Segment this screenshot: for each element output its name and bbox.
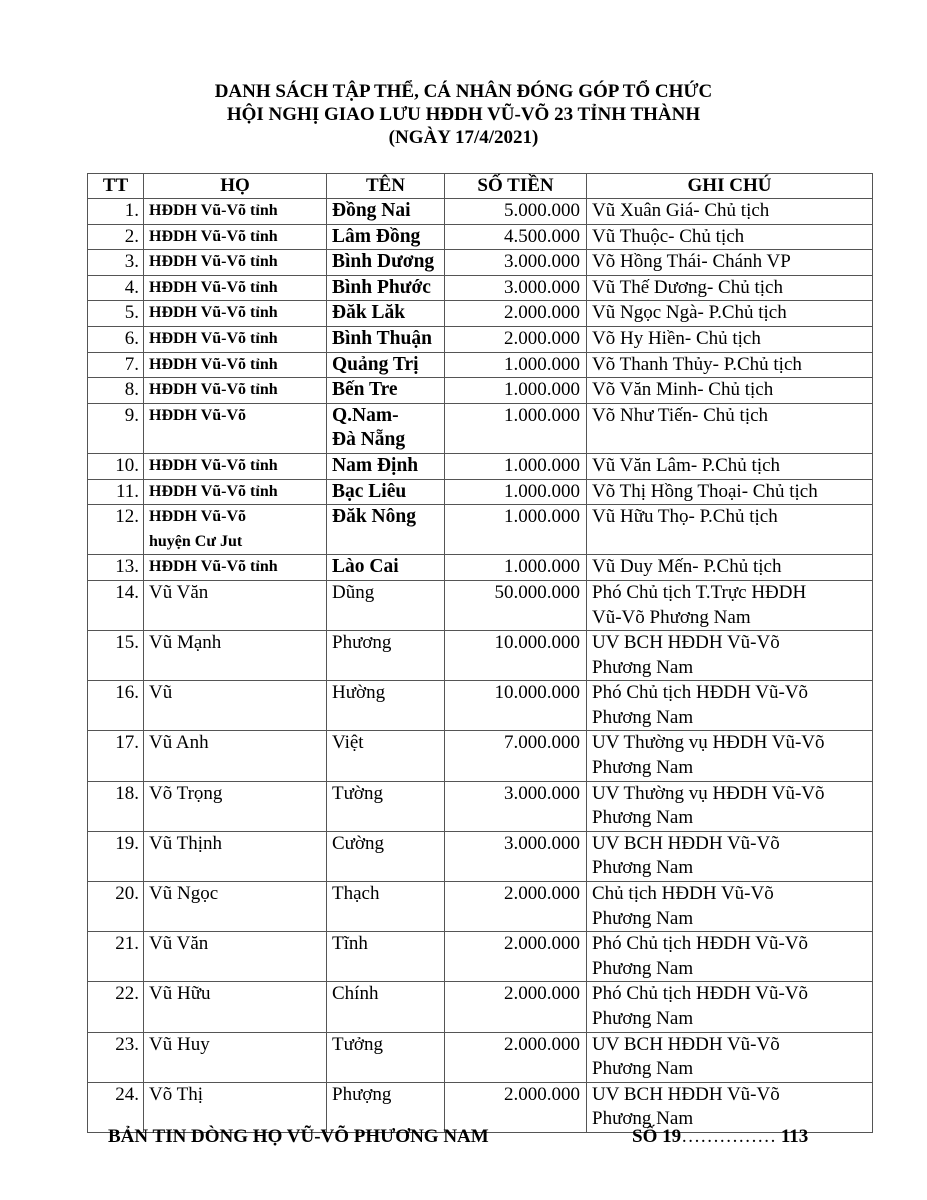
row-ten: Đăk Nông bbox=[327, 505, 445, 555]
row-ten: Bạc Liêu bbox=[327, 479, 445, 505]
table-row bbox=[88, 681, 873, 731]
row-number: 3. bbox=[88, 250, 144, 276]
row-ghi-chu: Võ Như Tiến- Chủ tịch bbox=[587, 403, 873, 453]
row-number: 8. bbox=[88, 378, 144, 404]
row-ho: Võ Trọng bbox=[144, 781, 327, 831]
table-row bbox=[88, 831, 873, 881]
row-ho: Vũ Huy bbox=[144, 1032, 327, 1082]
row-ten: Thạch bbox=[327, 882, 445, 932]
row-ten: Lào Cai bbox=[327, 555, 445, 581]
header-so-tien: SỐ TIỀN bbox=[445, 174, 587, 199]
row-ghi-chu: Võ Thị Hồng Thoại- Chủ tịch bbox=[587, 479, 873, 505]
row-ten: Bình Dương bbox=[327, 250, 445, 276]
leader-dots: …………… bbox=[681, 1126, 777, 1147]
table-row bbox=[88, 301, 873, 327]
row-ghi-chu: UV BCH HĐDH Vũ-Võ Phương Nam bbox=[587, 1032, 873, 1082]
row-so-tien: 10.000.000 bbox=[445, 681, 587, 731]
row-ghi-chu: UV BCH HĐDH Vũ-Võ Phương Nam bbox=[587, 831, 873, 881]
row-ghi-chu: Phó Chủ tịch HĐDH Vũ-Võ Phương Nam bbox=[587, 982, 873, 1032]
row-ghi-chu: Phó Chủ tịch T.Trực HĐDH Vũ-Võ Phương Nam bbox=[587, 580, 873, 630]
row-ten: Tưởng bbox=[327, 1032, 445, 1082]
issue-page-info bbox=[632, 1126, 808, 1148]
table-row bbox=[88, 199, 873, 225]
row-ghi-chu: Phó Chủ tịch HĐDH Vũ-Võ Phương Nam bbox=[587, 932, 873, 982]
row-so-tien: 4.500.000 bbox=[445, 224, 587, 250]
row-ten: Tường bbox=[327, 781, 445, 831]
page-number: 113 bbox=[780, 1126, 809, 1147]
table-row bbox=[88, 505, 873, 555]
row-so-tien: 3.000.000 bbox=[445, 275, 587, 301]
row-ho: HĐDH Vũ-Võ tỉnh bbox=[144, 250, 327, 276]
table-row bbox=[88, 275, 873, 301]
document-title-line-1: DANH SÁCH TẬP THỂ, CÁ NHÂN ĐÓNG GÓP TỔ CHỨC bbox=[214, 81, 713, 102]
table-row bbox=[88, 1032, 873, 1082]
table-row bbox=[88, 1082, 873, 1132]
row-ho: Vũ Anh bbox=[144, 731, 327, 781]
table-row bbox=[88, 781, 873, 831]
row-ten: Hường bbox=[327, 681, 445, 731]
row-ho: Vũ Ngọc bbox=[144, 882, 327, 932]
row-ghi-chu: UV BCH HĐDH Vũ-Võ Phương Nam bbox=[587, 1082, 873, 1132]
row-number: 24. bbox=[88, 1082, 144, 1132]
row-number: 23. bbox=[88, 1032, 144, 1082]
row-ten: Bình Thuận bbox=[327, 326, 445, 352]
row-ghi-chu: Vũ Hữu Thọ- P.Chủ tịch bbox=[587, 505, 873, 555]
row-ho: Vũ Văn bbox=[144, 932, 327, 982]
row-ghi-chu: Võ Văn Minh- Chủ tịch bbox=[587, 378, 873, 404]
row-so-tien: 1.000.000 bbox=[445, 378, 587, 404]
row-ho: Vũ Hữu bbox=[144, 982, 327, 1032]
row-so-tien: 2.000.000 bbox=[445, 1082, 587, 1132]
row-so-tien: 5.000.000 bbox=[445, 199, 587, 225]
row-ghi-chu: UV Thường vụ HĐDH Vũ-Võ Phương Nam bbox=[587, 731, 873, 781]
table-row bbox=[88, 453, 873, 479]
row-ho: HĐDH Vũ-Võ tỉnh bbox=[144, 479, 327, 505]
row-so-tien: 10.000.000 bbox=[445, 631, 587, 681]
row-number: 2. bbox=[88, 224, 144, 250]
row-number: 18. bbox=[88, 781, 144, 831]
issue-number: SỐ 19 bbox=[632, 1126, 682, 1147]
row-number: 15. bbox=[88, 631, 144, 681]
table-row bbox=[88, 580, 873, 630]
row-so-tien: 1.000.000 bbox=[445, 505, 587, 555]
row-ghi-chu: Vũ Duy Mến- P.Chủ tịch bbox=[587, 555, 873, 581]
row-ho: HĐDH Vũ-Võ tỉnh bbox=[144, 352, 327, 378]
row-so-tien: 1.000.000 bbox=[445, 352, 587, 378]
document-title-date: (NGÀY 17/4/2021) bbox=[388, 127, 539, 148]
row-so-tien: 2.000.000 bbox=[445, 301, 587, 327]
row-ho: HĐDH Vũ-Võ tỉnh bbox=[144, 326, 327, 352]
row-number: 20. bbox=[88, 882, 144, 932]
bulletin-name: BẢN TIN DÒNG HỌ VŨ-VÕ PHƯƠNG NAM bbox=[108, 1126, 489, 1147]
row-ho: HĐDH Vũ-Võ bbox=[144, 403, 327, 453]
table-row bbox=[88, 352, 873, 378]
header-tt: TT bbox=[88, 174, 144, 199]
row-number: 10. bbox=[88, 453, 144, 479]
row-ghi-chu: Võ Hồng Thái- Chánh VP bbox=[587, 250, 873, 276]
table-row bbox=[88, 378, 873, 404]
row-ho: HĐDH Vũ-Võ tỉnh bbox=[144, 453, 327, 479]
row-so-tien: 2.000.000 bbox=[445, 932, 587, 982]
row-so-tien: 2.000.000 bbox=[445, 882, 587, 932]
table-row bbox=[88, 731, 873, 781]
row-ten: Bến Tre bbox=[327, 378, 445, 404]
row-ho: HĐDH Vũ-Võ tỉnh bbox=[144, 275, 327, 301]
row-number: 17. bbox=[88, 731, 144, 781]
row-number: 4. bbox=[88, 275, 144, 301]
row-ho: HĐDH Vũ-Võ tỉnh bbox=[144, 378, 327, 404]
row-ho: Vũ Thịnh bbox=[144, 831, 327, 881]
row-number: 1. bbox=[88, 199, 144, 225]
row-so-tien: 3.000.000 bbox=[445, 781, 587, 831]
row-ten: Quảng Trị bbox=[327, 352, 445, 378]
row-ghi-chu: Chủ tịch HĐDH Vũ-Võ Phương Nam bbox=[587, 882, 873, 932]
row-ghi-chu: Võ Hy Hiền- Chủ tịch bbox=[587, 326, 873, 352]
table-header-row bbox=[88, 174, 873, 199]
table-row bbox=[88, 631, 873, 681]
row-ghi-chu: Võ Thanh Thủy- P.Chủ tịch bbox=[587, 352, 873, 378]
row-number: 21. bbox=[88, 932, 144, 982]
row-ten: Q.Nam- Đà Nẵng bbox=[327, 403, 445, 453]
table-row bbox=[88, 326, 873, 352]
row-so-tien: 3.000.000 bbox=[445, 250, 587, 276]
row-ten: Nam Định bbox=[327, 453, 445, 479]
row-so-tien: 7.000.000 bbox=[445, 731, 587, 781]
row-number: 13. bbox=[88, 555, 144, 581]
contribution-table bbox=[87, 173, 873, 1133]
row-ten: Đồng Nai bbox=[327, 199, 445, 225]
row-number: 14. bbox=[88, 580, 144, 630]
row-ten: Dũng bbox=[327, 580, 445, 630]
row-ten: Bình Phước bbox=[327, 275, 445, 301]
row-ten: Cường bbox=[327, 831, 445, 881]
row-ghi-chu: Vũ Thuộc- Chủ tịch bbox=[587, 224, 873, 250]
document-title-line-2: HỘI NGHỊ GIAO LƯU HĐDH VŨ-VÕ 23 TỈNH THÀNH bbox=[226, 104, 701, 125]
row-ghi-chu: Vũ Thế Dương- Chủ tịch bbox=[587, 275, 873, 301]
row-so-tien: 1.000.000 bbox=[445, 555, 587, 581]
row-so-tien: 50.000.000 bbox=[445, 580, 587, 630]
row-ho: HĐDH Vũ-Võ tỉnh bbox=[144, 224, 327, 250]
row-ho: HĐDH Vũ-Võ tỉnh bbox=[144, 555, 327, 581]
row-ten: Tĩnh bbox=[327, 932, 445, 982]
row-number: 22. bbox=[88, 982, 144, 1032]
row-so-tien: 2.000.000 bbox=[445, 1032, 587, 1082]
row-so-tien: 1.000.000 bbox=[445, 479, 587, 505]
table-row bbox=[88, 555, 873, 581]
table-row bbox=[88, 403, 873, 453]
table-row bbox=[88, 982, 873, 1032]
row-ghi-chu: Vũ Văn Lâm- P.Chủ tịch bbox=[587, 453, 873, 479]
row-number: 9. bbox=[88, 403, 144, 453]
row-so-tien: 1.000.000 bbox=[445, 403, 587, 453]
row-ho: Vũ Văn bbox=[144, 580, 327, 630]
row-so-tien: 3.000.000 bbox=[445, 831, 587, 881]
header-ho: HỌ bbox=[144, 174, 327, 199]
table-body bbox=[88, 199, 873, 1133]
row-number: 16. bbox=[88, 681, 144, 731]
row-number: 12. bbox=[88, 505, 144, 555]
row-so-tien: 2.000.000 bbox=[445, 326, 587, 352]
table-row bbox=[88, 882, 873, 932]
row-ho: HĐDH Vũ-Võ tỉnh bbox=[144, 301, 327, 327]
row-number: 5. bbox=[88, 301, 144, 327]
row-ten: Chính bbox=[327, 982, 445, 1032]
row-number: 19. bbox=[88, 831, 144, 881]
row-ho: HĐDH Vũ-Võ huyện Cư Jut bbox=[144, 505, 327, 555]
row-number: 7. bbox=[88, 352, 144, 378]
row-ghi-chu: Phó Chủ tịch HĐDH Vũ-Võ Phương Nam bbox=[587, 681, 873, 731]
row-ten: Phương bbox=[327, 631, 445, 681]
header-ghi-chu: GHI CHÚ bbox=[587, 174, 873, 199]
table-row bbox=[88, 479, 873, 505]
row-ho: Vũ Mạnh bbox=[144, 631, 327, 681]
row-so-tien: 1.000.000 bbox=[445, 453, 587, 479]
row-ten: Phượng bbox=[327, 1082, 445, 1132]
table-row bbox=[88, 224, 873, 250]
row-ten: Việt bbox=[327, 731, 445, 781]
row-ghi-chu: Vũ Xuân Giá- Chủ tịch bbox=[587, 199, 873, 225]
row-ghi-chu: UV BCH HĐDH Vũ-Võ Phương Nam bbox=[587, 631, 873, 681]
row-ten: Lâm Đồng bbox=[327, 224, 445, 250]
table-row bbox=[88, 250, 873, 276]
row-ho: HĐDH Vũ-Võ tỉnh bbox=[144, 199, 327, 225]
row-ten: Đăk Lăk bbox=[327, 301, 445, 327]
row-number: 6. bbox=[88, 326, 144, 352]
header-ten: TÊN bbox=[327, 174, 445, 199]
row-ghi-chu: Vũ Ngọc Ngà- P.Chủ tịch bbox=[587, 301, 873, 327]
row-ghi-chu: UV Thường vụ HĐDH Vũ-Võ Phương Nam bbox=[587, 781, 873, 831]
row-number: 11. bbox=[88, 479, 144, 505]
row-ho: Vũ bbox=[144, 681, 327, 731]
row-ho: Võ Thị bbox=[144, 1082, 327, 1132]
row-so-tien: 2.000.000 bbox=[445, 982, 587, 1032]
table-row bbox=[88, 932, 873, 982]
